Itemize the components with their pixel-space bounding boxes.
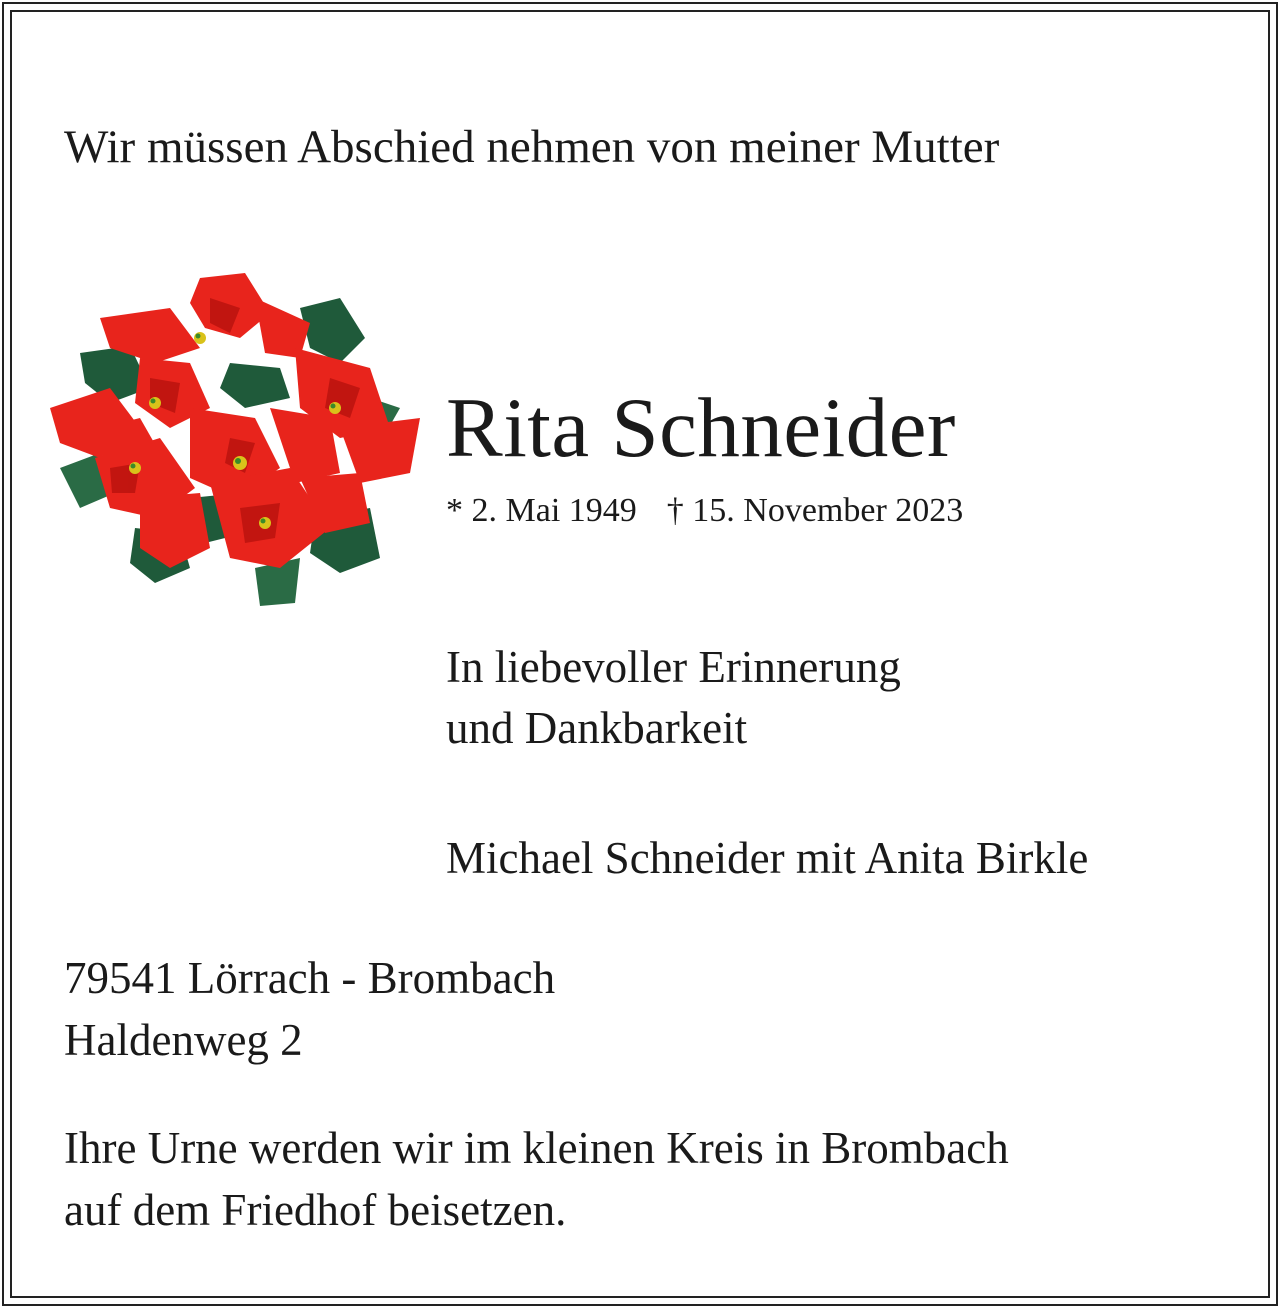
burial-note-line1: Ihre Urne werden wir im kleinen Kreis in Brombach (64, 1123, 1009, 1173)
address-line2: Haldenweg 2 (64, 1015, 303, 1065)
life-dates (446, 494, 963, 528)
memory-text-line1: In liebevoller Erinnerung (446, 642, 901, 692)
intro-text: Wir müssen Abschied nehmen von meiner Mutter (64, 121, 1000, 173)
death-date: † 15. November 2023 (666, 492, 964, 529)
poinsettia-flower-image (40, 268, 425, 618)
deceased-name: Rita Schneider (446, 381, 956, 475)
birth-date: * 2. Mai 1949 (446, 492, 637, 529)
memory-text-line2: und Dankbarkeit (446, 703, 748, 753)
family-signature: Michael Schneider mit Anita Birkle (446, 833, 1089, 883)
burial-note-line2: auf dem Friedhof beisetzen. (64, 1185, 567, 1235)
address-line1: 79541 Lörrach - Brombach (64, 953, 556, 1003)
